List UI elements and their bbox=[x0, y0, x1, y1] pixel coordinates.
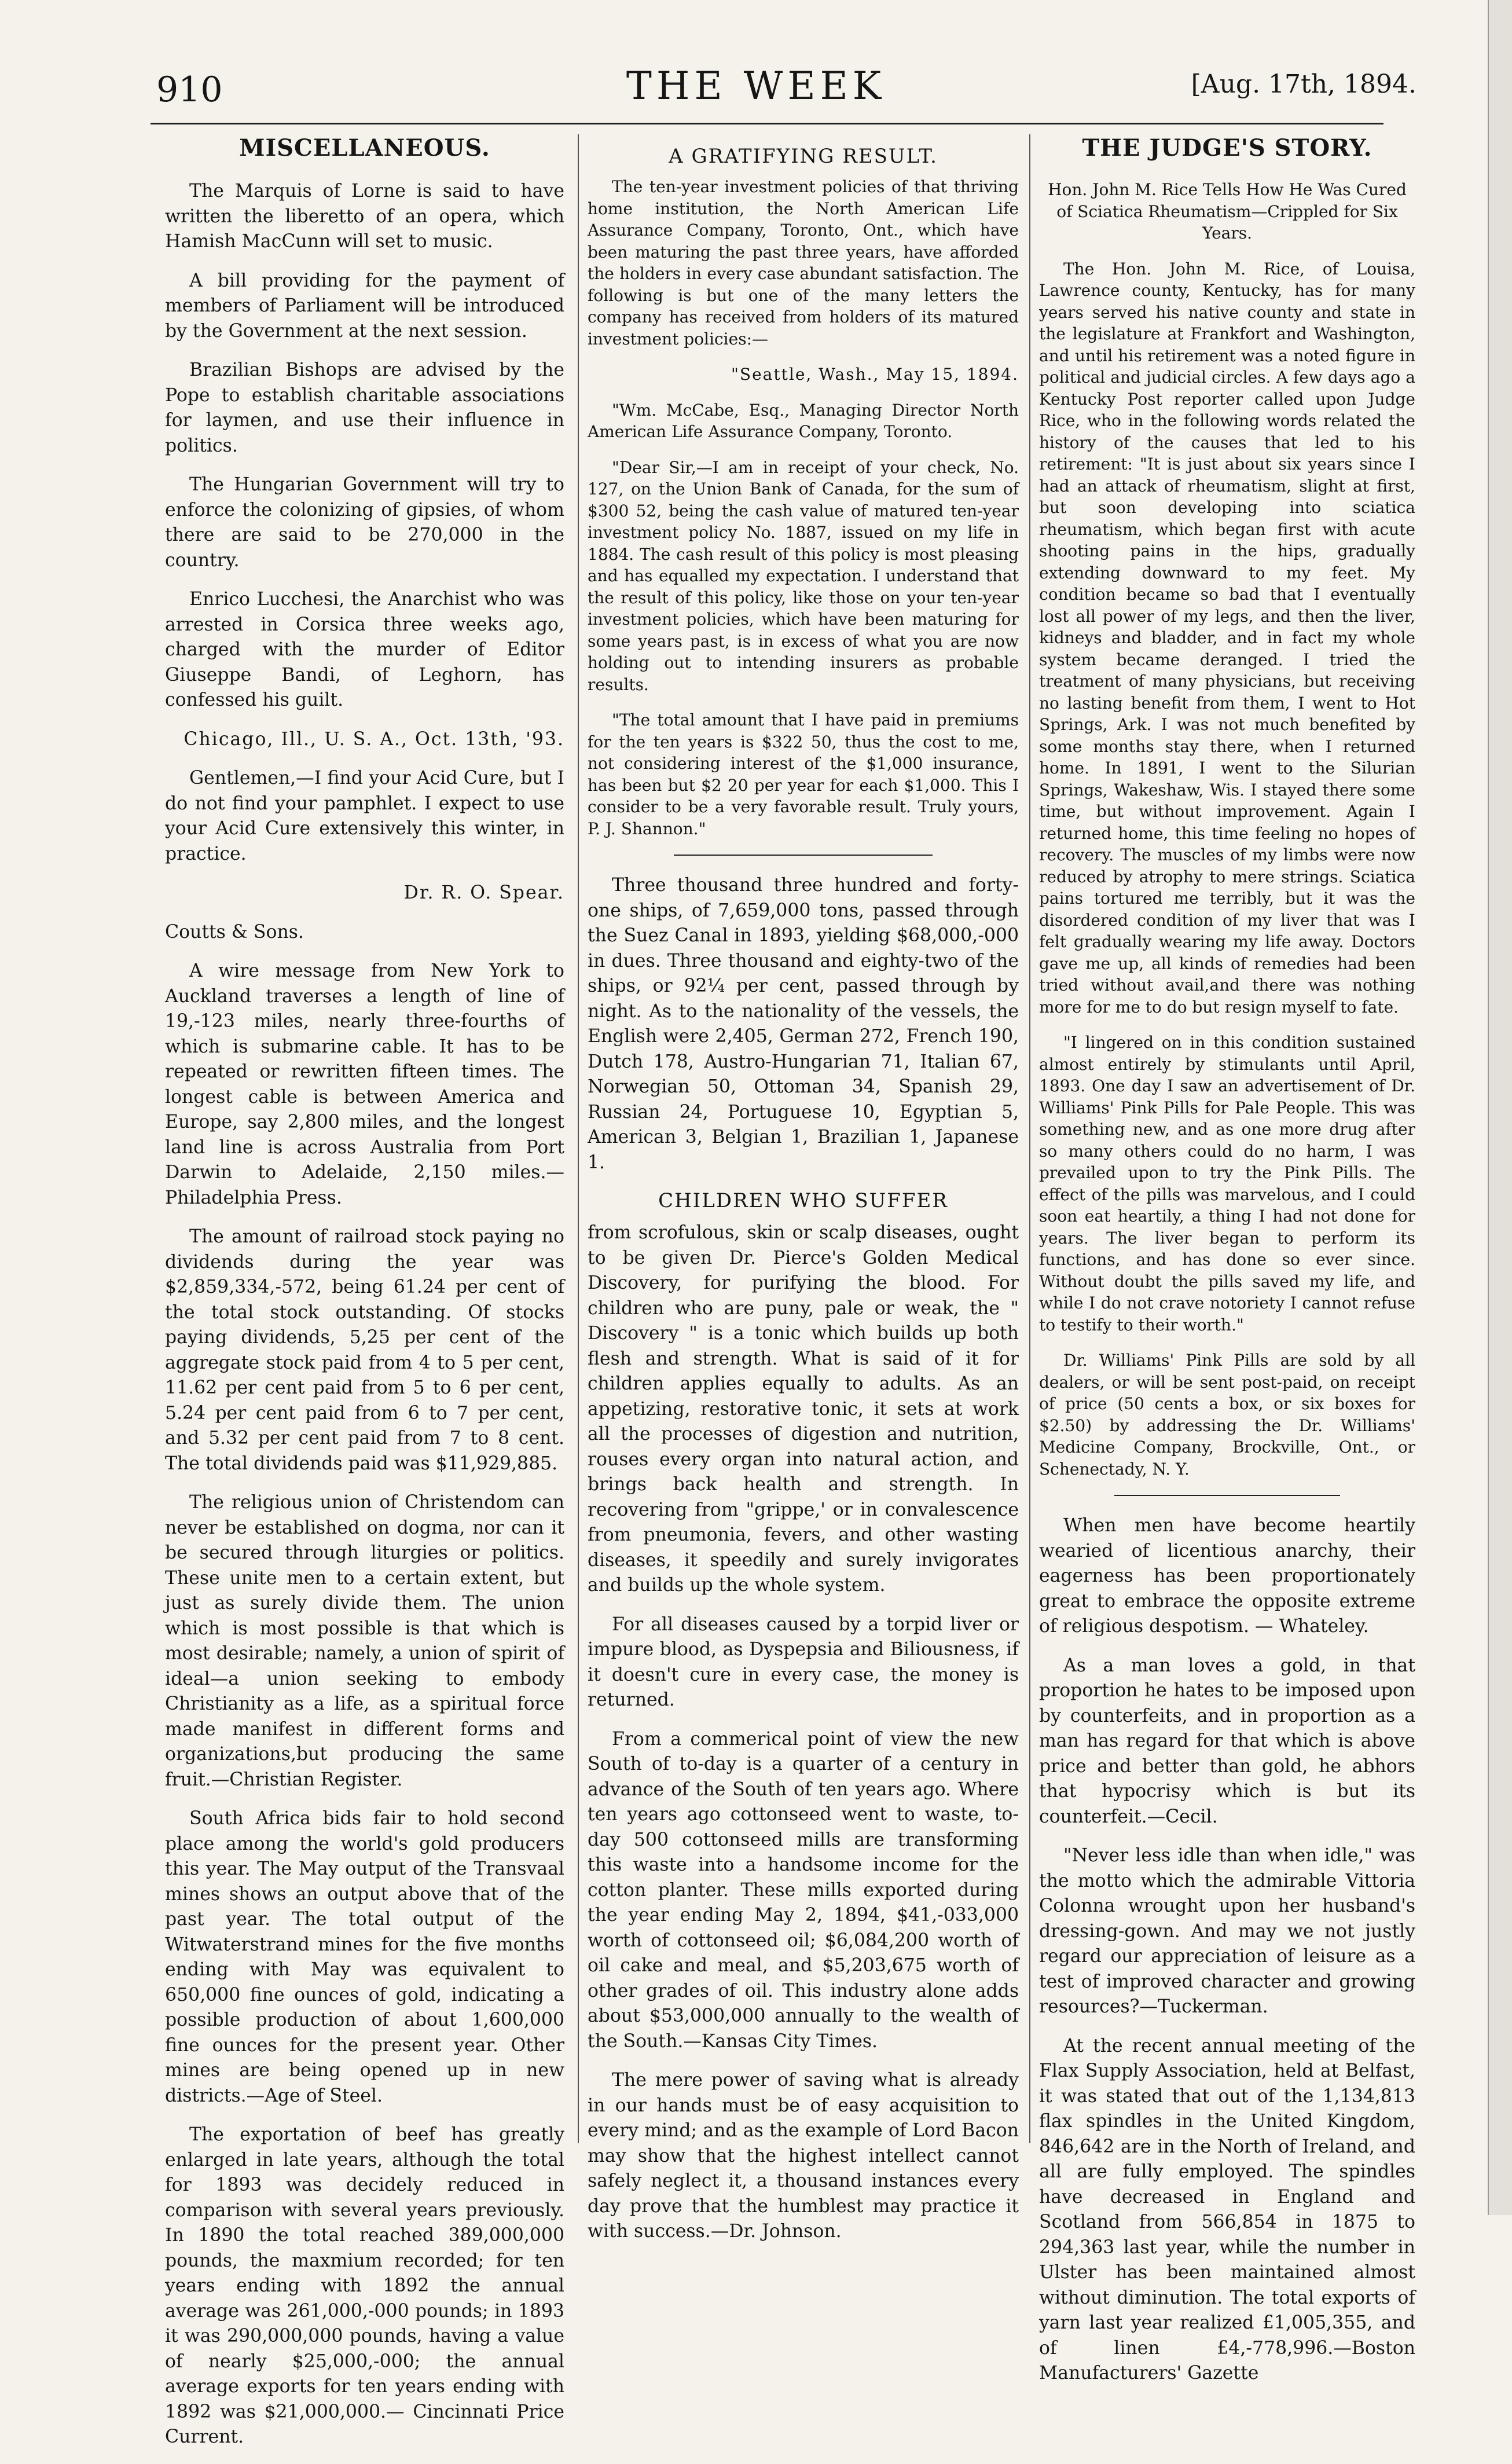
letter-addressee: "Wm. McCabe, Esq., Managing Director North American Life Assurance Company, Toronto. bbox=[588, 400, 1019, 441]
paragraph: The amount of railroad stock paying no dividends during the year was $2,859,334,-572, being 61.24 per cent of the total stock outstanding. Of stocks paying dividends, 5,25 per cent of the aggregate stock paid from 4 to 5 per cent, 11.62 per cent paid from 5 to 6 per cent, 5.24 per cent paid from 6 to 7 per cent, and 5.32 per cent paid from 7 to 8 cent. The total dividends paid was $11,929,885. bbox=[165, 1226, 564, 1474]
section-heading: A GRATIFYING RESULT. bbox=[669, 145, 938, 168]
paragraph: A wire message from New York to Auckland traverses a length of line of 19,-123 miles, nearly three-fourths of which is submarine cable. It has to be repeated or rewritten fifteen times. The longest cable is between America and Europe, say 2,800 miles, and the longest land line is across Australia from Port Darwin to Adelaide, 2,150 miles.—Philadelphia Press. bbox=[165, 960, 564, 1208]
paragraph: from scrofulous, skin or scalp diseases, ought to be given Dr. Pierce's Golden Medical Discovery, for purifying the blood. For children who are puny, pale or weak, the " Discovery " is a tonic which builds up both flesh and strength. What is said of it for children applies equally to adults. As an appetizing, restorative tonic, it sets at work all the processes of digestion and nutrition, rouses every organ into natural action, and brings back health and strength. In recovering from "grippe,' or in convalescence from pneumonia, fevers, and other wasting diseases, it speedily and surely invigorates and builds up the whole system. bbox=[588, 1222, 1019, 1596]
paragraph: The religious union of Christendom can never be established on dogma, nor can it be secured through liturgies or politics. These unite men to a certain extent, but just as surely divide them. The union which is most possible is that which is most desirable; namely, a union of spirit of ideal—a union seeking to embody Christianity as a life, as a spiritual force made manifest in different forms and organizations,but producing the same fruit.—Christian Register. bbox=[165, 1492, 564, 1790]
paragraph: The Hungarian Government will try to enforce the colonizing of gipsies, of whom there are said to be 270,000 in the country. bbox=[165, 474, 564, 571]
paragraph: Brazilian Bishops are advised by the Pope to establish charitable associations for laymen, and use their influence in politics. bbox=[165, 360, 564, 456]
letter-body: Gentlemen,—I find your Acid Cure, but I do not find your pamphlet. I expect to use your Acid Cure extensively this winter, in practice. bbox=[165, 768, 564, 864]
paragraph: At the recent annual meeting of the Flax Supply Association, held at Belfast, it was stated that out of the 1,134,813 flax spindles in the United Kingdom, 846,642 are in the North of Ireland, and all are fully employed. The spindles have decreased in England and Scotland from 566,854 in 1875 to 294,363 last year, while the number in Ulster has been maintained almost without diminution. The total exports of yarn last year realized £1,005,355, and of linen £4,-778,996.—Boston Manufacturers' Gazette bbox=[1039, 2035, 1415, 2384]
letter-paragraph: "Dear Sir,—I am in receipt of your check, No. 127, on the Union Bank of Canada, for the sum of $300 52, being the cash value of matured ten-year investment policy No. 1887, issued on my life in 1884. The cash result of this policy is most pleasing and has equalled my expectation. I understand that the result of this policy, like those on your ten-year investment policies, which have been maturing for some years past, is in excess of what you are now holding out to intending insurers as probable results. bbox=[588, 457, 1019, 694]
column-gratifying-result bbox=[588, 134, 1019, 2258]
paragraph: Dr. Williams' Pink Pills are sold by all dealers, or will be sent post-paid, on receipt of price (50 cents a box, or six boxes for $2.50) by addressing the Dr. Williams' Medicine Company, Brockville, Ont., or Schenectady, N. Y. bbox=[1039, 1351, 1415, 1479]
letter-signer: Dr. R. O. Spear. bbox=[403, 882, 564, 903]
letter-dateline: "Seattle, Wash., May 15, 1894. bbox=[731, 365, 1019, 384]
section-rule bbox=[674, 855, 933, 856]
paragraph: Enrico Lucchesi, the Anarchist who was arrested in Corsica three weeks ago, charged with the murder of Editor Giuseppe Bandi, of Leghorn, has confessed his guilt. bbox=[165, 589, 564, 710]
paragraph: Three thousand three hundred and forty-one ships, of 7,659,000 tons, passed through the Suez Canal in 1893, yielding $68,000,-000 in dues. Three thousand and eighty-two of the ships, or 92¼ per cent, passed through by night. As to the nationality of the vessels, the English were 2,405, German 272, French 190, Dutch 178, Austro-Hungarian 71, Italian 67, Norwegian 50, Ottoman 34, Spanish 29, Russian 24, Portuguese 10, Egyptian 5, American 3, Belgian 1, Brazilian 1, Japanese 1. bbox=[588, 875, 1019, 1173]
section-heading: THE JUDGE'S STORY. bbox=[1082, 134, 1372, 162]
paragraph: When men have become heartily wearied of licentious anarchy, their eagerness has been proportionately great to embrace the opposite extreme of religious despotism. — Whateley. bbox=[1039, 1515, 1415, 1637]
page-number: 910 bbox=[156, 69, 223, 110]
paragraph: From a commerical point of view the new South of to-day is a quarter of a century in advance of the South of ten years ago. Where ten years ago cottonseed went to waste, to-day 500 cottonseed mills are transforming this waste into a handsome income for the cotton planter. These mills exported during the year ending May 2, 1894, $41,-033,000 worth of cottonseed oil; $6,084,200 worth of oil cake and meal, and $5,203,675 worth of other grades of oil. This industry alone adds about $53,000,000 annually to the wealth of the South.—Kansas City Times. bbox=[588, 1728, 1019, 2052]
issue-date: [Aug. 17th, 1894. bbox=[1191, 69, 1416, 99]
paragraph: For all diseases caused by a torpid liver or impure blood, as Dyspepsia and Biliousness, if it doesn't cure in every case, the money is returned. bbox=[588, 1614, 1019, 1710]
section-rule bbox=[1114, 1495, 1340, 1496]
column-divider bbox=[1029, 134, 1030, 2143]
paragraph: As a man loves a gold, in that proportion he hates to be imposed upon by counterfeits, and in proportion as a man has regard for that which is above price and better than gold, he abhors that hypocrisy which is but its counterfeit.—Cecil. bbox=[1039, 1655, 1415, 1827]
paragraph: South Africa bids fair to hold second place among the world's gold producers this year. The May output of the Transvaal mines shows an output above that of the past year. The total output of the Witwaterstrand mines for the five months ending with May was equivalent to 650,000 fine ounces of gold, indicating a possible production of about 1,600,000 fine ounces for the present year. Other mines are being opened up in new districts.—Age of Steel. bbox=[165, 1808, 564, 2106]
subheading: Hon. John M. Rice Tells How He Was Cured of Sciatica Rheumatism—Crippled for Six Years. bbox=[1048, 180, 1407, 243]
paragraph: "Never less idle than when idle," was the motto which the admirable Vittoria Colonna wrought upon her husband's dressing-gown. And may we not justly regard our appreciation of leisure as a test of improved character and growing resources?—Tuckerman. bbox=[1039, 1845, 1415, 2017]
page-edge bbox=[1488, 0, 1512, 2215]
paragraph: The ten-year investment policies of that thriving home institution, the North American Life Assurance Company, Toronto, Ont., which have been maturing the past three years, have afforded the holders in every case abundant satisfaction. The following is but one of the many letters the company has received from holders of its matured investment policies:— bbox=[588, 177, 1019, 349]
section-heading: MISCELLANEOUS. bbox=[239, 134, 490, 162]
column-divider bbox=[578, 134, 579, 2143]
letter-paragraph: "The total amount that I have paid in premiums for the ten years is $322 50, thus the cost to me, not considering interest of the $1,000 insurance, has been but $2 20 per year for each $1,000. This I consider to be a very favorable result. Truly yours, P. J. Shannon." bbox=[588, 710, 1019, 838]
paragraph: The mere power of saving what is already in our hands must be of easy acquisition to every mind; and as the example of Lord Bacon may show that the highest intellect cannot safely neglect it, a thousand instances every day prove that the humblest may practice it with success.—Dr. Johnson. bbox=[588, 2070, 1019, 2242]
masthead: THE WEEK bbox=[626, 64, 886, 108]
paragraph: The Marquis of Lorne is said to have written the liberetto of an opera, which Hamish MacCunn will set to music. bbox=[165, 181, 564, 252]
letter-place: Chicago, Ill., U. S. A., Oct. 13th, '93. bbox=[184, 728, 564, 750]
paragraph: A bill providing for the payment of members of Parliament will be introduced by the Government at the next session. bbox=[165, 270, 564, 342]
paragraph: "I lingered on in this condition sustained almost entirely by stimulants until April, 1893. One day I saw an advertisement of Dr. Williams' Pink Pills for Pale People. This was something new, and as one more drug after so many others could do no harm, I was prevailed upon to try the Pink Pills. The effect of the pills was marvelous, and I could soon eat heartily, a thing I had not done for years. The liver began to perform its functions, and has done so ever since. Without doubt the pills saved my life, and while I do not crave notoriety I cannot refuse to testify to their worth." bbox=[1039, 1033, 1415, 1334]
column-miscellaneous bbox=[165, 134, 564, 2464]
column-judges-story bbox=[1039, 134, 1415, 2400]
paragraph: The exportation of beef has greatly enlarged in late years, although the total for 1893 was decidely reduced in comparison with several years previously. In 1890 the total reached 389,000,000 pounds, the maxmium recorded; for ten years ending with 1892 the annual average was 261,000,-000 pounds; in 1893 it was 290,000,000 pounds, having a value of nearly $25,000,-000; the annual average exports for ten years ending with 1892 was $21,000,000.— Cincinnati Price Current. bbox=[165, 2124, 564, 2447]
letter-recipient: Coutts & Sons. bbox=[165, 921, 304, 943]
paragraph: The Hon. John M. Rice, of Louisa, Lawrence county, Kentucky, has for many years served his native county and state in the legislature at Frankfort and Washington, and until his retirement was a noted figure in political and judicial circles. A few days ago a Kentucky Post reporter called upon Judge Rice, who in the following words related the history of the causes that led to his retirement: "It is just about six years since I had an attack of rheumatism, slight at first, but soon developing into sciatica rheumatism, which began first with acute shooting pains in the hips, gradually extending downward to my feet. My condition became so bad that I eventually lost all power of my legs, and then the liver, kidneys and bladder, and in fact my whole system became deranged. I tried the treatment of many physicians, but receiving no lasting benefit from them, I went to Hot Springs, Ark. I was not much benefited by some months stay there, when I returned home. In 1891, I went to the Silurian Springs, Wakeshaw, Wis. I stayed there some time, but without improvement. Again I returned home, this time feeling no hopes of recovery. The muscles of my limbs were now reduced by atrophy to mere strings. Sciatica pains tortured me terribly, but it was the disordered condition of my liver that was I felt gradually wearing my life away. Doctors gave me up, all kinds of remedies had been tried without avail,and there was nothing more for me to do but resign myself to fate. bbox=[1039, 259, 1415, 1017]
header-rule bbox=[151, 123, 1383, 124]
section-heading: CHILDREN WHO SUFFER bbox=[658, 1189, 948, 1212]
page-header bbox=[0, 64, 1512, 122]
